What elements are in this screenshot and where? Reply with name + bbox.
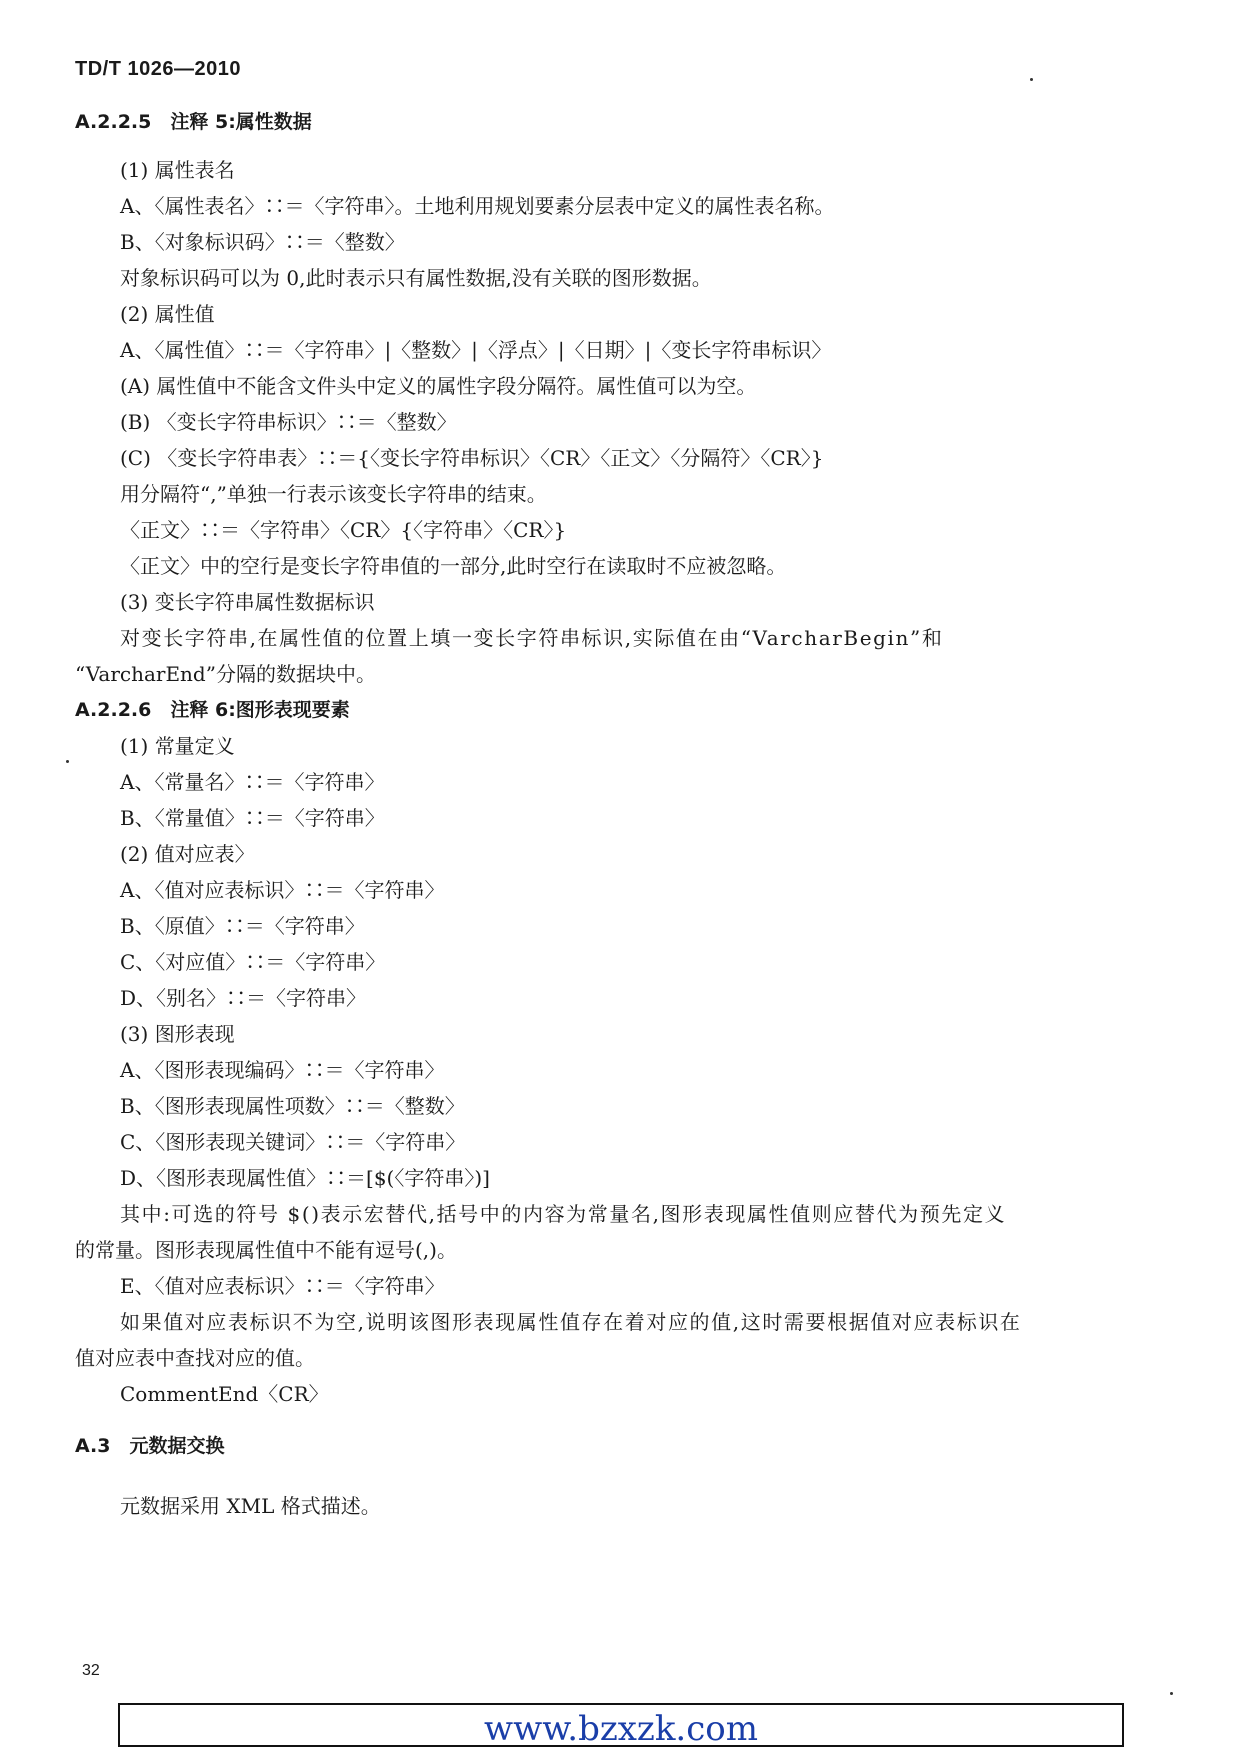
paragraph-line: (1) 属性表名 (120, 158, 235, 182)
paragraph-line: 如果值对应表标识不为空,说明该图形表现属性值存在着对应的值,这时需要根据值对应表标识在 (120, 1310, 1022, 1334)
paragraph-line: (A) 属性值中不能含文件头中定义的属性字段分隔符。属性值可以为空。 (120, 374, 757, 398)
paragraph-line: 值对应表中查找对应的值。 (75, 1346, 315, 1370)
paragraph-line: A、〈常量名〉∷＝〈字符串〉 (120, 770, 385, 794)
paragraph-line: 元数据采用 XML 格式描述。 (120, 1494, 381, 1518)
paragraph-line: “VarcharEnd”分隔的数据块中。 (75, 662, 376, 686)
paragraph-line: C、〈对应值〉∷＝〈字符串〉 (120, 950, 386, 974)
paragraph-line: (3) 图形表现 (120, 1022, 235, 1046)
paragraph-line: 用分隔符“,”单独一行表示该变长字符串的结束。 (120, 482, 547, 506)
paragraph-line: 对象标识码可以为 0,此时表示只有属性数据,没有关联的图形数据。 (120, 266, 712, 290)
section-heading-a3: A.3 元数据交换 (75, 1435, 225, 1457)
paragraph-line: A、〈值对应表标识〉∷＝〈字符串〉 (120, 878, 445, 902)
paragraph-line: (C) 〈变长字符串表〉∷＝{〈变长字符串标识〉〈CR〉〈正文〉〈分隔符〉〈CR〉} (120, 446, 824, 470)
paragraph-line: E、〈值对应表标识〉∷＝〈字符串〉 (120, 1274, 445, 1298)
paragraph-line: B、〈常量值〉∷＝〈字符串〉 (120, 806, 385, 830)
scan-speck (66, 760, 69, 763)
paragraph-line: CommentEnd〈CR〉 (120, 1382, 329, 1406)
website-link[interactable]: www.bzxzk.com (483, 1709, 758, 1749)
paragraph-line: (B) 〈变长字符串标识〉∷＝〈整数〉 (120, 410, 457, 434)
standard-code-header: TD/T 1026—2010 (75, 58, 241, 80)
section-heading-a2-2-5: A.2.2.5 注释 5:属性数据 (75, 111, 312, 133)
scan-speck (1030, 78, 1033, 81)
paragraph-line: (3) 变长字符串属性数据标识 (120, 590, 375, 614)
scan-speck (1170, 1692, 1173, 1695)
paragraph-line: (2) 值对应表〉 (120, 842, 255, 866)
paragraph-line: A、〈属性表名〉∷＝〈字符串〉。土地利用规划要素分层表中定义的属性表名称。 (120, 194, 835, 218)
paragraph-line: B、〈图形表现属性项数〉∷＝〈整数〉 (120, 1094, 465, 1118)
section-heading-a2-2-6: A.2.2.6 注释 6:图形表现要素 (75, 699, 350, 721)
paragraph-line: D、〈图形表现属性值〉∷＝[$(〈字符串〉)] (120, 1166, 490, 1190)
website-banner (118, 1703, 1124, 1747)
paragraph-line: A、〈图形表现编码〉∷＝〈字符串〉 (120, 1058, 445, 1082)
paragraph-line: 〈正文〉中的空行是变长字符串值的一部分,此时空行在读取时不应被忽略。 (120, 554, 787, 578)
page-number: 32 (82, 1662, 100, 1679)
paragraph-line: (2) 属性值 (120, 302, 215, 326)
paragraph-line: A、〈属性值〉∷＝〈字符串〉|〈整数〉|〈浮点〉|〈日期〉|〈变长字符串标识〉 (120, 338, 832, 362)
paragraph-line: 对变长字符串,在属性值的位置上填一变长字符串标识,实际值在由“VarcharBegin”和 (120, 626, 944, 650)
paragraph-line: D、〈别名〉∷＝〈字符串〉 (120, 986, 367, 1010)
paragraph-line: (1) 常量定义 (120, 734, 235, 758)
paragraph-line: C、〈图形表现关键词〉∷＝〈字符串〉 (120, 1130, 466, 1154)
paragraph-line: 〈正文〉∷＝〈字符串〉〈CR〉{〈字符串〉〈CR〉} (120, 518, 567, 542)
paragraph-line: 的常量。图形表现属性值中不能有逗号(,)。 (75, 1238, 457, 1262)
paragraph-line: B、〈对象标识码〉∷＝〈整数〉 (120, 230, 405, 254)
paragraph-line: B、〈原值〉∷＝〈字符串〉 (120, 914, 365, 938)
paragraph-line: 其中:可选的符号 $()表示宏替代,括号中的内容为常量名,图形表现属性值则应替代为预先定义 (120, 1202, 1007, 1226)
